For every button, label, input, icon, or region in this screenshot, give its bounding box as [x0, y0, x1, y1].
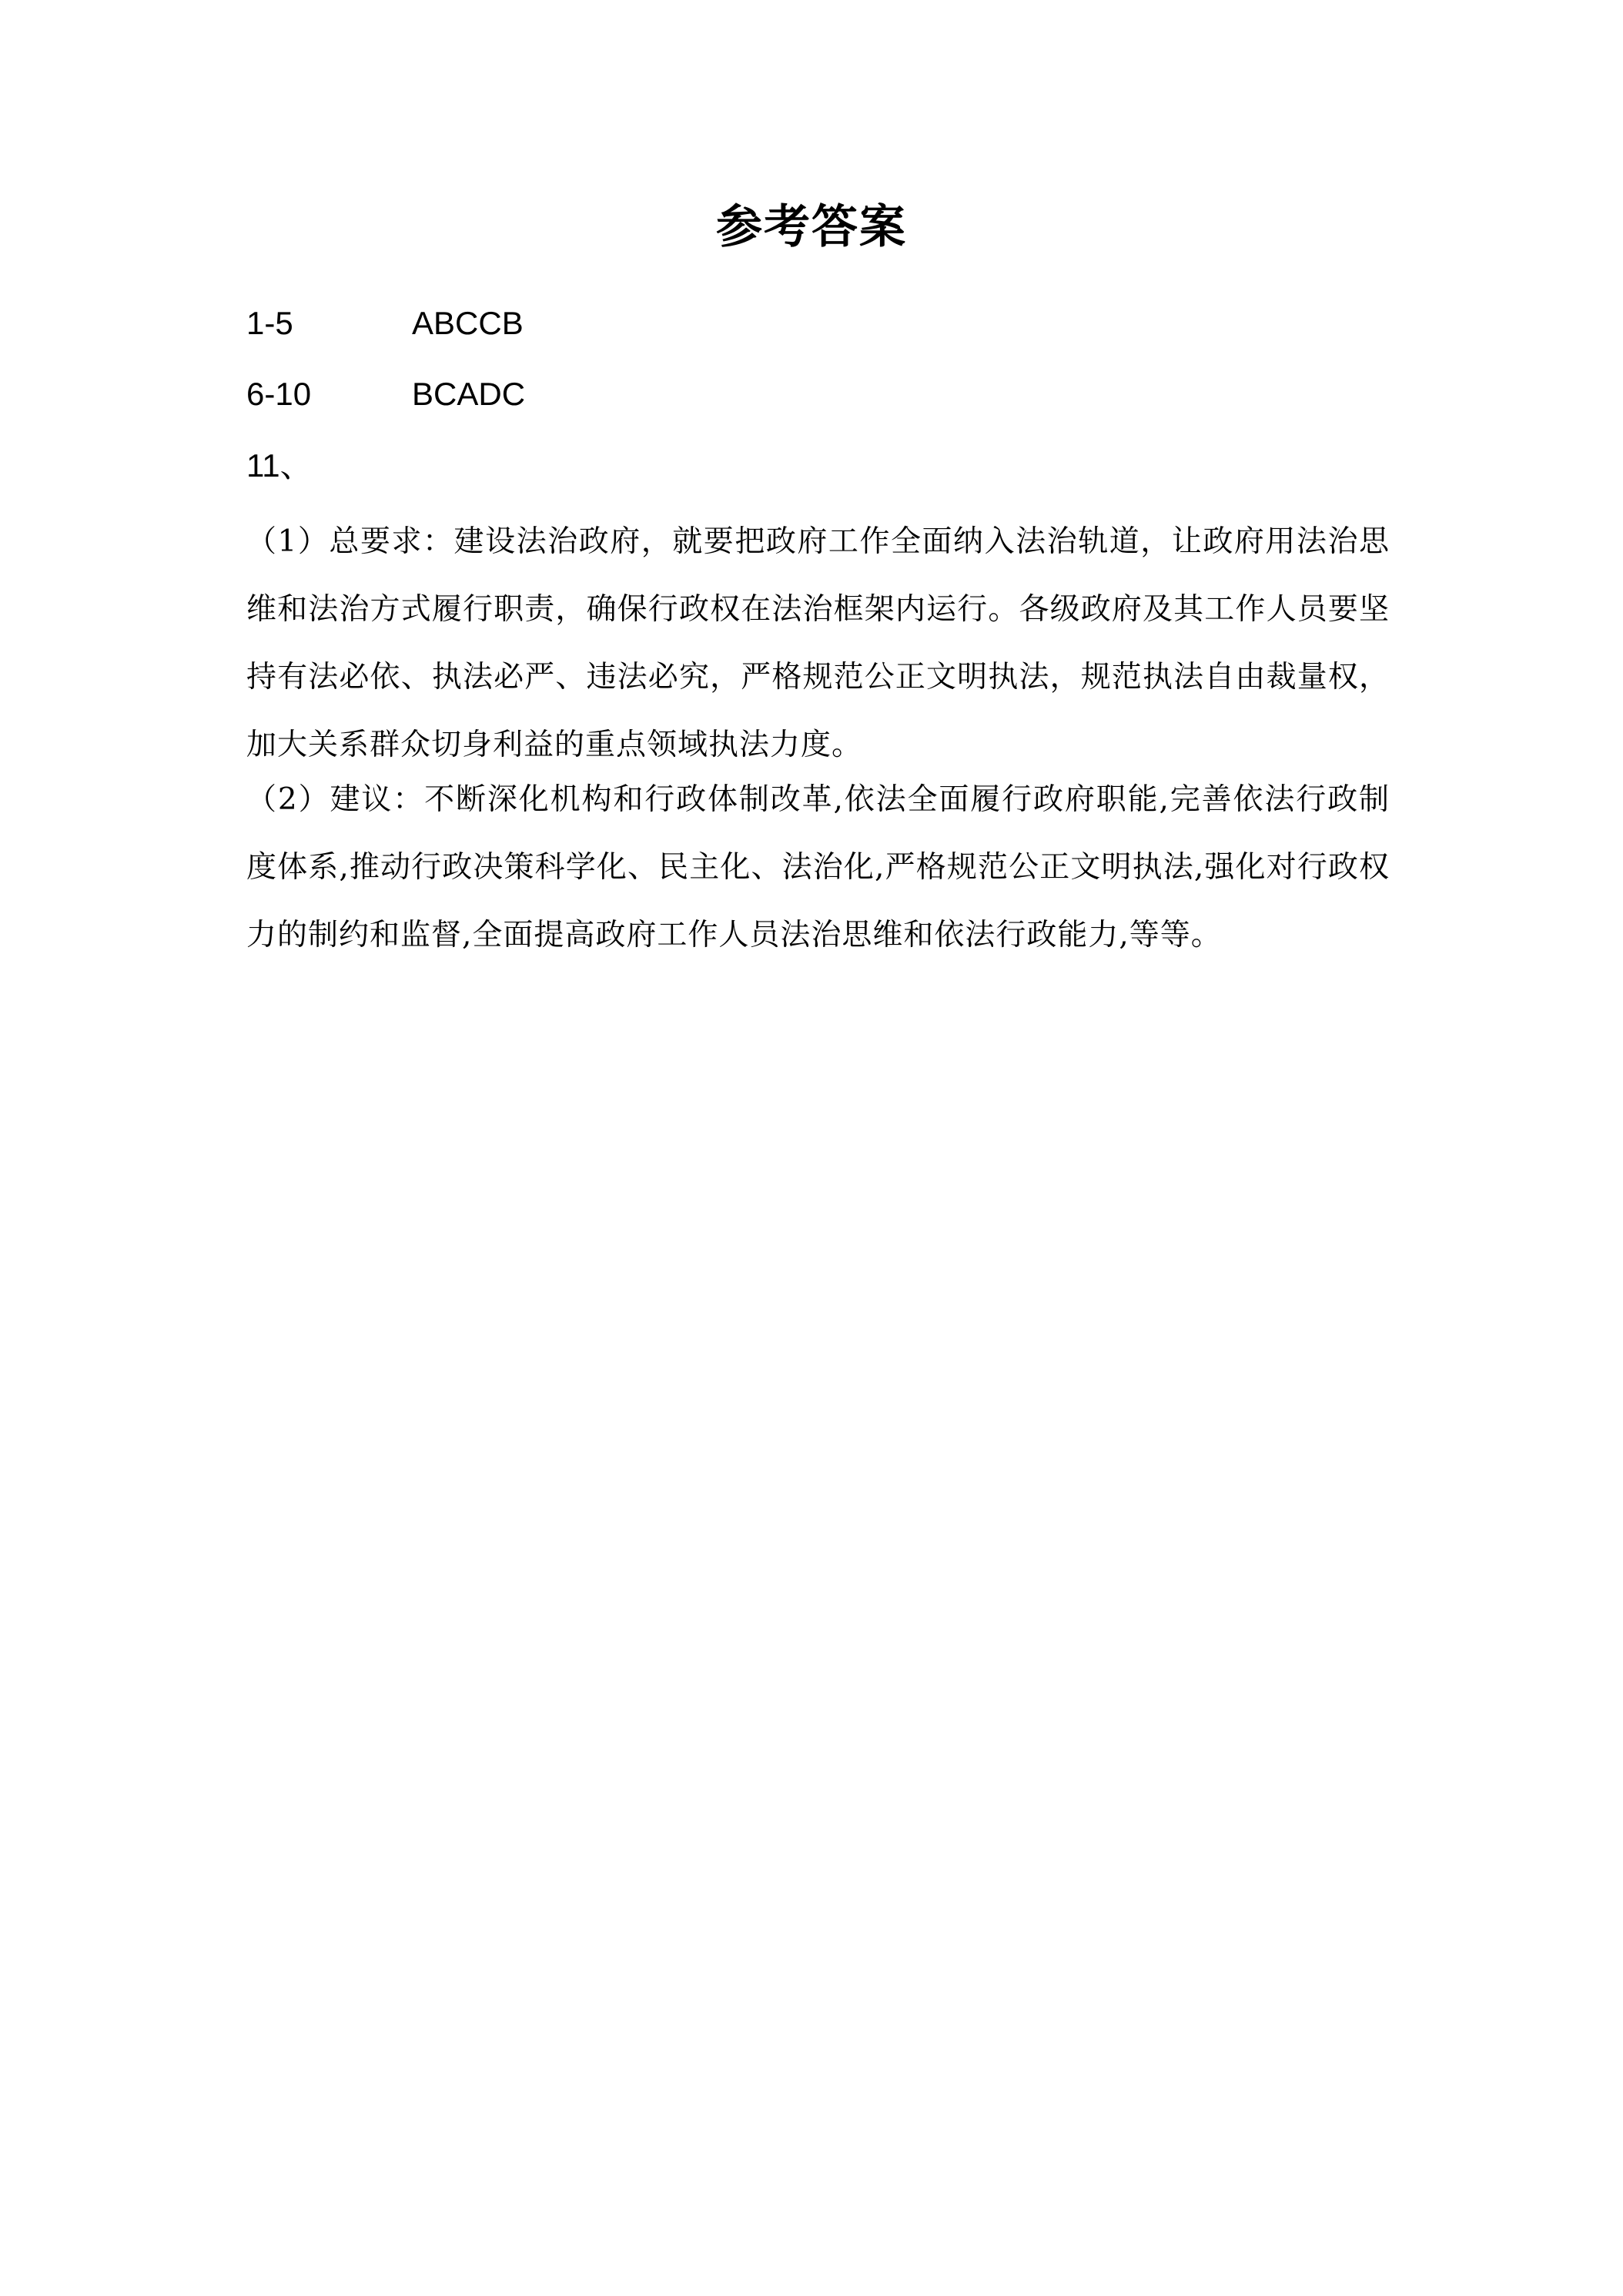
page-title: 参考答案 — [716, 200, 907, 254]
answer-letters: BCADC — [412, 376, 526, 412]
answer-letters: ABCCB — [412, 305, 524, 341]
answer-paragraph: （1）总要求：建设法治政府，就要把政府工作全面纳入法治轨道，让政府用法治思维和法治方式履行职责，确保行政权在法治框架内运行。各级政府及其工作人员要坚持有法必依、执法必严、违法必究，严格规范公正文明执法，规范执法自由裁量权，加大关系群众切身利益的重点领域执法力度。 — [246, 524, 1390, 762]
question-number: 11、 — [246, 447, 313, 484]
answer-paragraph: （2）建议：不断深化机构和行政体制改革,依法全面履行政府职能,完善依法行政制度体系,推动行政决策科学化、民主化、法治化,严格规范公正文明执法,强化对行政权力的制约和监督,全面提高政府工作人员法治思维和依法行政能力,等等。 — [246, 782, 1390, 952]
answer-range: 6-10 — [246, 376, 312, 412]
answer-range: 1-5 — [246, 305, 293, 341]
